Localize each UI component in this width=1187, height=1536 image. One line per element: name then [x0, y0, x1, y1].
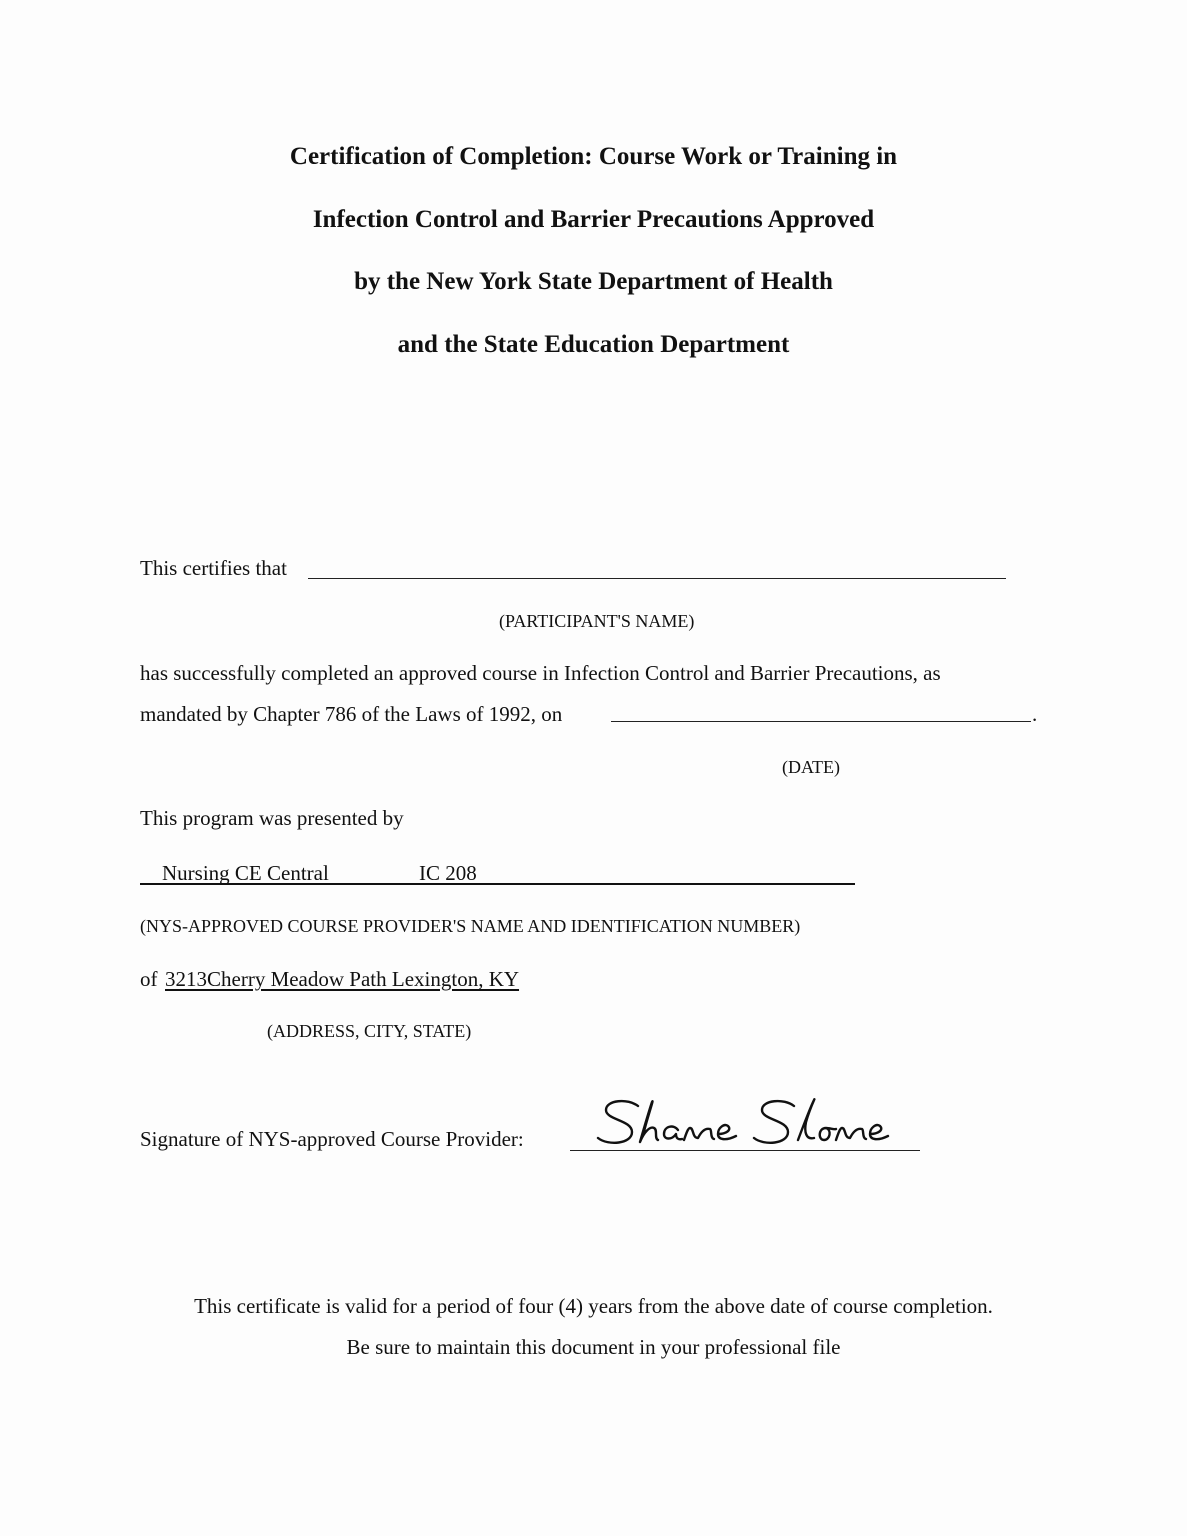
- validity-note-line-1: This certificate is valid for a period of four (4) years from the above date of course completion.: [194, 1294, 993, 1318]
- signature-label: Signature of NYS-approved Course Provider:: [140, 1127, 524, 1151]
- certificate-title-line-1: Certification of Completion: Course Work or Training in: [289, 143, 898, 170]
- provider-name: Nursing CE Central: [162, 861, 329, 885]
- provider-address: 3213Cherry Meadow Path Lexington, KY: [165, 967, 520, 991]
- provider-id: IC 208: [419, 861, 477, 885]
- certifies-label: This certifies that: [140, 556, 287, 580]
- completion-date-line[interactable]: [611, 721, 1031, 722]
- certificate-title-line-3: by the New York State Department of Health: [354, 268, 833, 295]
- provider-caption: (NYS-APPROVED COURSE PROVIDER'S NAME AND IDENTIFICATION NUMBER): [140, 916, 801, 936]
- certificate-title-line-2: Infection Control and Barrier Precautions Approved: [312, 206, 875, 233]
- address-prefix: of: [140, 967, 158, 991]
- validity-note-line-2: Be sure to maintain this document in your professional file: [346, 1335, 841, 1359]
- presented-by-label: This program was presented by: [140, 806, 404, 830]
- address-caption: (ADDRESS, CITY, STATE): [267, 1021, 472, 1041]
- date-end-period: .: [1032, 702, 1038, 726]
- completion-text-line-2: mandated by Chapter 786 of the Laws of 1992, on: [140, 702, 563, 726]
- participant-name-line[interactable]: [308, 578, 1006, 579]
- participant-name-caption: (PARTICIPANT'S NAME): [499, 611, 695, 631]
- handwritten-signature: [592, 1094, 892, 1154]
- date-caption: (DATE): [782, 757, 840, 777]
- completion-text-line-1: has successfully completed an approved course in Infection Control and Barrier Precautions, as: [140, 661, 941, 685]
- certificate-title-line-4: and the State Education Department: [397, 331, 790, 358]
